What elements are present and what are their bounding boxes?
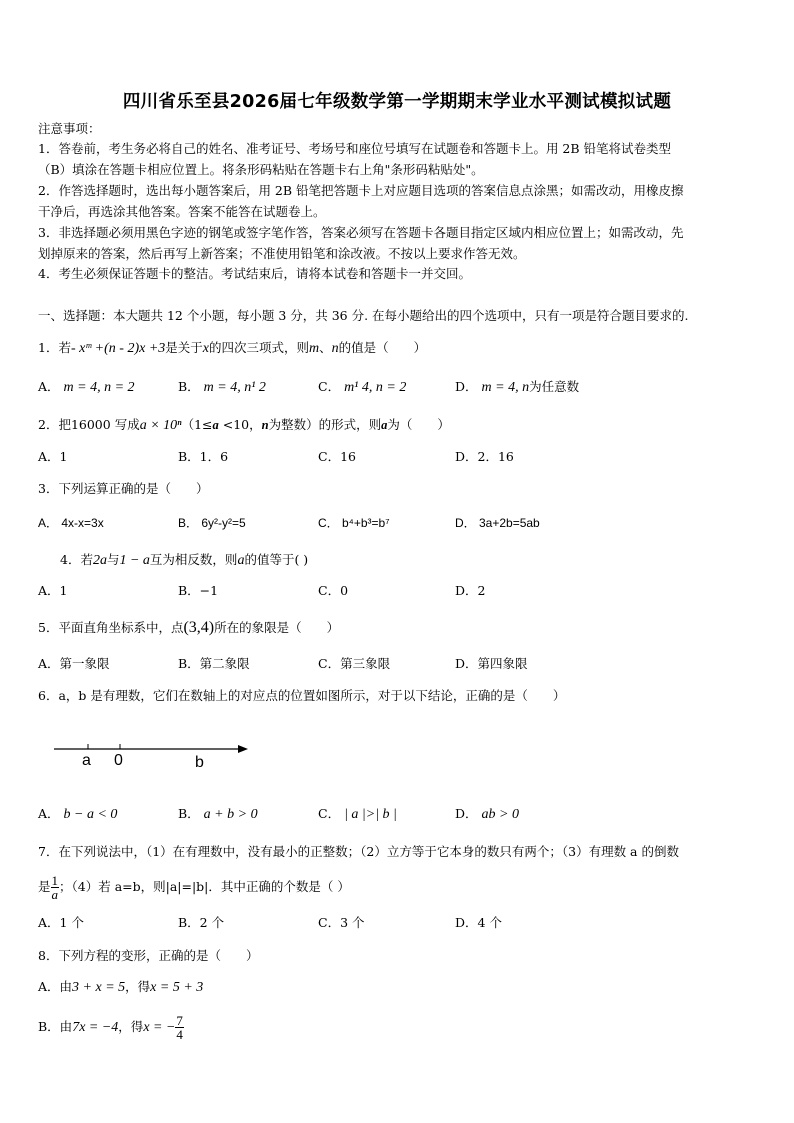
q8-option-a-mid: ，得 — [125, 979, 151, 994]
q8-option-b-fraction — [175, 1014, 184, 1041]
q8-fraction-den: 4 — [176, 1027, 183, 1042]
q1-option-d-label: D． — [455, 379, 478, 394]
number-line-arrow — [238, 745, 248, 753]
q4-text-1: 4．若 — [60, 552, 93, 567]
q3-option-d[interactable]: D． 3a+2b=5ab — [455, 516, 540, 530]
q6-option-b-value: a + b > 0 — [203, 807, 258, 822]
q4-option-c[interactable]: C．0 — [318, 583, 349, 598]
q8-option-a-label: A．由 — [38, 979, 73, 994]
q2-var-a2: a — [381, 418, 388, 432]
q1-n: n — [331, 341, 339, 356]
page-title: 四川省乐至县2026届七年级数学第一学期期末学业水平测试模拟试题 — [122, 92, 672, 112]
question-7-line-2 — [38, 874, 350, 901]
q1-option-d[interactable] — [455, 378, 579, 396]
question-6: 6．a，b 是有理数，它们在数轴上的对应点的位置如图所示，对于以下结论，正确的是（ ） — [38, 688, 566, 703]
q2-var-a: a — [212, 418, 219, 432]
q7-option-d[interactable]: D．4 个 — [455, 915, 502, 930]
question-5 — [38, 619, 339, 636]
q4-expr-2: 1 − a — [119, 553, 150, 568]
q3-option-c[interactable]: C． b⁴+b³=b⁷ — [318, 516, 390, 530]
q7-fraction-den: a — [51, 887, 59, 902]
q2-text-1: 2．把16000 写成 — [38, 417, 140, 432]
q6-option-b[interactable] — [178, 805, 258, 823]
notice-line-6: 划掉原来的答案，然后再写上新答案；不准使用铅笔和涂改液。不按以上要求作答无效。 — [38, 246, 526, 261]
q8-option-b[interactable] — [38, 1014, 184, 1041]
q1-suffix2: 的四次三项式，则 — [209, 340, 310, 355]
q7-fraction — [51, 874, 60, 901]
number-line-label-0: 0 — [114, 752, 123, 769]
q5-option-c[interactable]: C．第三象限 — [318, 656, 391, 671]
q5-option-a[interactable]: A．第一象限 — [38, 656, 110, 671]
q1-option-a[interactable] — [38, 378, 135, 396]
question-8: 8．下列方程的变形，正确的是（ ） — [38, 948, 259, 963]
q4-text-2: 与 — [106, 552, 120, 567]
q2-option-b[interactable]: B．1．6 — [178, 449, 229, 464]
q5-option-d[interactable]: D．第四象限 — [455, 656, 528, 671]
q1-option-c[interactable] — [318, 378, 406, 396]
q6-option-c-label: C． — [318, 806, 341, 821]
notice-line-1: 1．答卷前，考生务必将自己的姓名、准考证号、考场号和座位号填写在试题卷和答题卡上。用 2B 铅笔将试卷类型 — [38, 141, 672, 156]
notice-line-2: （B）填涂在答题卡相应位置上。将条形码粘贴在答题卡右上角"条形码粘贴处"。 — [38, 162, 484, 177]
q3-option-a[interactable]: A． 4x-x=3x — [38, 516, 104, 530]
q1-prefix: 1．若 — [38, 340, 71, 355]
q6-option-a-value: b − a < 0 — [63, 807, 118, 822]
q6-option-d-label: D． — [455, 806, 478, 821]
q5-point: (3,4) — [183, 619, 215, 636]
q1-option-c-value: m¹ 4, n = 2 — [344, 380, 407, 395]
q1-suffix: 是关于 — [165, 340, 203, 355]
question-7-line-1: 7．在下列说法中，（1）在有理数中，没有最小的正整数；（2）立方等于它本身的数只有两个；（3）有理数 a 的倒数 — [38, 844, 679, 859]
q4-expr-1: 2a — [92, 553, 107, 568]
q6-option-a-label: A． — [38, 806, 60, 821]
q4-text-4: 的值等于( ) — [244, 552, 309, 567]
q1-expression: - xᵐ +(n - 2)x +3 — [70, 341, 166, 356]
notice-line-5: 3．非选择题必须用黑色字迹的钢笔或签字笔作答，答案必须写在答题卡各题目指定区域内相应位置上；如需改动，先 — [38, 225, 684, 240]
q8-option-b-expr: 7x = −4 — [72, 1020, 119, 1035]
q2-option-d[interactable]: D．2．16 — [455, 449, 514, 464]
q2-var-n: n — [261, 418, 269, 432]
q2-text-2: （1≤ — [181, 417, 213, 432]
q8-option-b-label: B．由 — [38, 1019, 73, 1034]
number-line-figure — [52, 736, 252, 776]
q8-option-a-expr: 3 + x = 5 — [72, 980, 126, 995]
q4-option-a[interactable]: A．1 — [38, 583, 68, 598]
q2-text-4: 为整数）的形式，则 — [268, 417, 382, 432]
q2-option-c[interactable]: C．16 — [318, 449, 356, 464]
q7-option-b[interactable]: B．2 个 — [178, 915, 225, 930]
q2-option-a[interactable]: A．1 — [38, 449, 68, 464]
q8-fraction-num: 7 — [176, 1013, 183, 1028]
question-3: 3．下列运算正确的是（ ） — [38, 481, 209, 496]
q8-option-a-result: x = 5 + 3 — [150, 980, 204, 995]
q7-text-b: ；（4）若 a=b，则|a|=|b|．其中正确的个数是（ ） — [59, 879, 350, 894]
q7-option-c[interactable]: C．3 个 — [318, 915, 365, 930]
q1-option-c-label: C． — [318, 379, 341, 394]
q1-option-b-label: B． — [178, 379, 200, 394]
q1-option-b[interactable] — [178, 378, 266, 396]
q2-text-3: <10， — [218, 417, 262, 432]
q6-option-d[interactable] — [455, 805, 519, 823]
q1-m: m — [309, 341, 320, 356]
q7-fraction-num: 1 — [51, 873, 59, 888]
q8-option-b-mid: ，得 — [118, 1019, 144, 1034]
q1-option-a-label: A． — [38, 379, 60, 394]
q1-sep: 、 — [319, 340, 332, 355]
q1-option-d-value: m = 4, n — [481, 380, 530, 395]
q6-option-c[interactable] — [318, 805, 397, 823]
notice-heading: 注意事项： — [38, 121, 101, 136]
number-line-label-b: b — [195, 754, 204, 771]
q5-option-b[interactable]: B．第二象限 — [178, 656, 250, 671]
question-2 — [38, 416, 450, 434]
q6-option-c-value: | a |>| b | — [344, 807, 397, 822]
q2-expression: a × 10ⁿ — [139, 418, 182, 433]
question-1 — [38, 339, 426, 357]
notice-line-4: 干净后，再选涂其他答案。答案不能答在试题卷上。 — [38, 204, 326, 219]
q4-text-3: 互为相反数，则 — [149, 552, 238, 567]
section-heading: 一、选择题：本大题共 12 个小题，每小题 3 分，共 36 分. 在每小题给出的四个选项中，只有一项是符合题目要求的. — [38, 308, 689, 323]
q1-option-d-suffix: 为任意数 — [529, 379, 580, 394]
q7-text-a: 是 — [38, 879, 51, 894]
q5-text-1: 5．平面直角坐标系中，点 — [38, 620, 184, 635]
q5-text-2: 所在的象限是（ ） — [214, 620, 340, 635]
q4-var-a: a — [237, 553, 245, 568]
number-line-label-a: a — [82, 752, 91, 769]
q6-option-b-label: B． — [178, 806, 200, 821]
q2-text-5: 为（ ） — [387, 417, 450, 432]
q1-var: x — [202, 341, 209, 356]
notice-line-7: 4．考生必须保证答题卡的整洁。考试结束后，请将本试卷和答题卡一并交回。 — [38, 266, 471, 281]
notice-line-3: 2．作答选择题时，选出每小题答案后，用 2B 铅笔把答题卡上对应题目选项的答案信息点涂黑；如需改动，用橡皮擦 — [38, 183, 684, 198]
q3-option-b[interactable]: B． 6y²-y²=5 — [178, 516, 246, 530]
q8-option-b-result: x = − — [143, 1020, 176, 1035]
q6-option-a[interactable] — [38, 805, 117, 823]
q6-option-d-value: ab > 0 — [481, 807, 519, 822]
q7-option-a[interactable]: A．1 个 — [38, 915, 84, 930]
q1-option-b-value: m = 4, n¹ 2 — [203, 380, 266, 395]
question-4 — [60, 551, 308, 569]
q4-option-d[interactable]: D．2 — [455, 583, 486, 598]
q8-option-a[interactable] — [38, 978, 203, 996]
q1-option-a-value: m = 4, n = 2 — [63, 380, 135, 395]
q4-option-b[interactable]: B．−1 — [178, 583, 219, 598]
q1-end: 的值是（ ） — [338, 340, 427, 355]
